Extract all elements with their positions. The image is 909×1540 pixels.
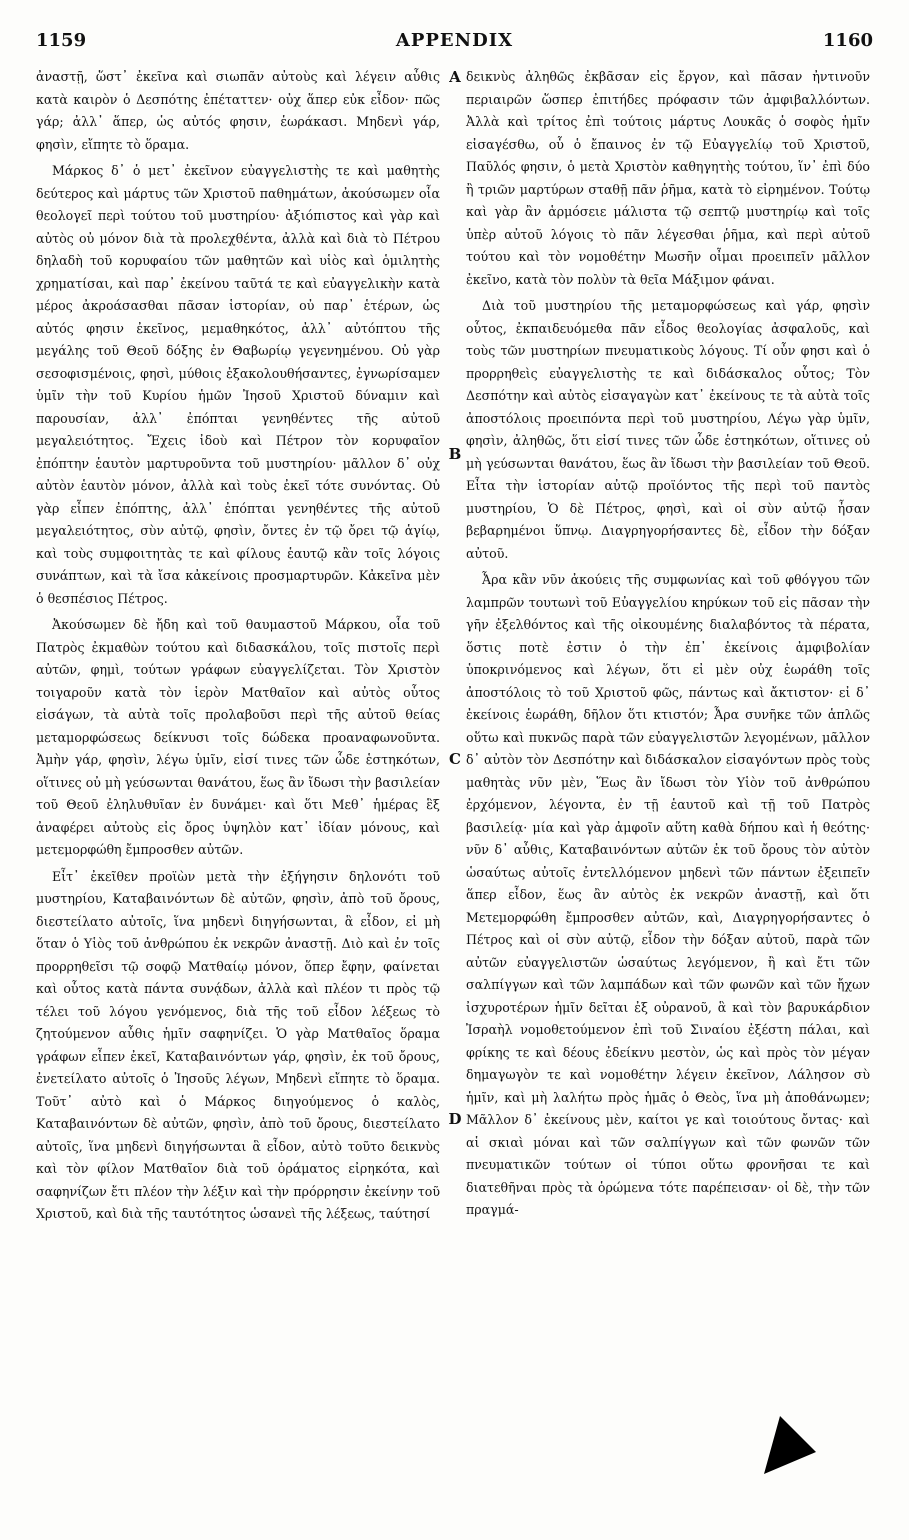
right-column: [466, 66, 870, 1226]
page-number-right: 1160: [822, 30, 873, 51]
left-paragraph-1: ἀναστῇ, ὥστ᾽ ἐκεῖνα καὶ σιωπᾶν αὐτοὺς καὶ λέγειν αὖθις κατὰ καιρὸν ὁ Δεσπότης ἐπέταττεν· οὐχ ἅπερ εὐκ εἶδον· πῶς γάρ; ἀλλ᾽ ἅπερ, ὡς αὐτός φησιν, ἑωράκασι. Μηδενὶ γάρ, φησὶν, εἴπητε τὸ ὅραμα.: [36, 69, 440, 152]
page-header: [36, 30, 873, 60]
page-number-left: 1159: [36, 30, 87, 51]
left-paragraph-2: Μάρκος δ᾽ ὁ μετ᾽ ἐκεῖνον εὐαγγελιστὴς τε καὶ μαθητὴς δεύτερος καὶ μάρτυς τῶν Χριστοῦ παθημάτων, ἀκούσωμεν οἷα θεολογεῖ περὶ τούτου τοῦ μυστηρίου· ἀξιόπιστος καὶ γὰρ καὶ αὐτὸς οὐ μόνον διὰ τὰ προλεχθέντα, ἀλλὰ καὶ διὰ τὸ Πέτρου δηλαδὴ τοῦ κορυφαίου τῶν μαθητῶν καὶ υἱὸς καὶ ὁμιλητὴς χρηματίσαι, καὶ παρ᾽ ἐκείνου ταῦτά τε καὶ εὐαγγελικὴν κατὰ μέρος ἀκροάσασθαι πᾶσαν ἱστορίαν, οὐ παρ᾽ ἑτέρων, ὡς αὐτός φησιν ἐκεῖνος, μεμαθηκότος, ἀλλ᾽ αὐτόπτου τῆς μεγάλης τοῦ Θεοῦ δόξης ἐν Θαβωρίῳ γεγενημένου. Οὐ γὰρ σεσοφισμένοις, φησὶ, μύθοις ἐξακολουθήσαντες, ἐγνωρίσαμεν ὑμῖν τὴν τοῦ Κυρίου ἡμῶν Ἰησοῦ Χριστοῦ δύναμιν καὶ παρουσίαν, ἀλλ᾽ ἐπόπται γενηθέντες τῆς αὐτοῦ μεγαλειότητος. Ἔχεις ἰδοὺ καὶ Πέτρον τὸν κορυφαῖον ἐπόπτην ἑαυτὸν μαρτυροῦντα τοῦ μυστηρίου· μᾶλλον δ᾽ οὐχ αὐτὸν ἑαυτὸν μόνον, ἀλλὰ καὶ τοὺς ἐκεῖ τότε συνόντας. Οὐ γὰρ εἶπεν ἐπόπτης, ἀλλ᾽ ἐπόπται γενηθέντες τῆς αὐτοῦ μεγαλειότητος, σὺν αὐτῷ, φησὶν, ὄντες ἐν τῷ ὄρει τῷ ἁγίῳ, καὶ τοὺς συμφοιτητὰς τε καὶ φίλους ἑαυτῷ κἂν τοῖς λόγοις συνάπτων, καὶ τὰ ἴσα κἀκείνοις προσμαρτυρῶν. Κἀκεῖνα μὲν ὁ θεσπέσιος Πέτρος.: [36, 163, 440, 606]
right-paragraph-1: δεικνὺς ἀληθῶς ἐκβᾶσαν εἰς ἔργον, καὶ πᾶσαν ἠντινοῦν περιαιρῶν ὥσπερ ἐπιτήδες πρόφασιν τῶν ἀμφιβαλλόντων. Ἀλλὰ καὶ τρίτος ἐπὶ τούτοις μάρτυς Λουκᾶς ὁ σοφὸς ἡμῖν εἰσαγέσθω, οὗ ὁ ἔπαινος ἐν τῷ Εὐαγγελίῳ τοῦ Χριστοῦ, Παῦλός φησιν, ὁ μετὰ Χριστὸν καθηγητὴς τούτου, ἵν᾽ ἐπὶ δύο ἢ τριῶν μαρτύρων σταθῇ πᾶν ῥῆμα, κατὰ τὸ εἰρημένον. Τούτῳ καὶ γὰρ ἂν ἁρμόσειε μάλιστα τῷ σεπτῷ μυστηρίῳ καὶ τοῖς ὑπὲρ αὐτοῦ λόγοις τὸ πᾶν λέγεσθαι ῥῆμα, καὶ περὶ αὐτοῦ τούτου καὶ τὸν νομοθέτην Μωσῆν οἶμαι προειπεῖν μᾶλλον ἐκεῖνο, κατὰ τὸν πολὺν τὰ θεῖα Μάξιμον φάναι.: [466, 69, 870, 287]
left-paragraph-3: Ἀκούσωμεν δὲ ἤδη καὶ τοῦ θαυμαστοῦ Μάρκου, οἷα τοῦ Πατρὸς ἐκμαθὼν τούτου καὶ διδασκάλου, τοῖς πιστοῖς περὶ αὐτῶν, φημὶ, τούτων γράφων εὐαγγελίζεται. Τὸν Χριστὸν τοιγαροῦν κατὰ τὸν ἱερὸν Ματθαῖον καὶ αὐτὸς οὗτος εἰσάγων, τὰ αὐτὰ τοῖς προλαβοῦσι περὶ τῆς αὐτοῦ θείας μεταμορφώσεως δείκνυσι τοῖς δώδεκα προαναφωνοῦντα. Ἀμὴν γάρ, φησὶν, λέγω ὑμῖν, εἰσί τινες τῶν ὧδε ἑστηκότων, οἵτινες οὐ μὴ γεύσωνται θανάτου, ἕως ἂν ἴδωσι τὴν βασιλείαν τοῦ Θεοῦ ἐληλυθυῖαν ἐν δυνάμει· καὶ ὅτι Μεθ᾽ ἡμέρας ἓξ ἀναφέρει αὐτοὺς εἰς ὄρος ὑψηλὸν κατ᾽ ἰδίαν μόνους, καὶ μετεμορφώθη ἔμπροσθεν αὐτῶν.: [36, 617, 440, 857]
right-paragraph-3: Ἆρα κἂν νῦν ἀκούεις τῆς συμφωνίας καὶ τοῦ φθόγγου τῶν λαμπρῶν τουτωνὶ τοῦ Εὐαγγελίου κηρύκων τοῦ εἰς πᾶσαν τὴν γῆν ἐξελθόντος καὶ τῆς οἰκουμένης διαλαβόντος τὰ πέρατα, ὅστις ποτὲ ἐστιν ὁ τὴν ἐπ᾽ ἐκείνοις ἀμφιβολίαν ὑποκρινόμενος καὶ λέγων, ὅτι εἰ μὲν οὐχ ἑωράθη τοῖς ἀποστόλοις τὸ τοῦ Χριστοῦ φῶς, πάντως καὶ ἄκτιστον· εἰ δ᾽ ἐκείνοις ἑωράθη, δῆλον ὅτι κτιστόν; Ἆρα συνῆκε τῶν ἁπλῶς οὕτω καὶ πυκνῶς παρὰ τῶν εὐαγγελιστῶν λεγομένων, μᾶλλον δ᾽ αὐτὸν τὸν Δεσπότην καὶ διδάσκαλον εἰσαγόντων πρὸς τοὺς μαθητὰς νῦν μὲν, Ἕως ἂν ἴδωσι τὸν Υἱὸν τοῦ ἀνθρώπου ἐρχόμενον, λέγοντα, ἐν τῇ ἑαυτοῦ καὶ τῇ τοῦ Πατρὸς βασιλείᾳ· μία καὶ γὰρ ἀμφοῖν αὕτη καθὰ δήπου καὶ ἡ θεότης· νῦν δ᾽ αὖθις, Καταβαινόντων αὐτῶν ἐκ τοῦ ὄρους τὸν αὐτὸν ὡσαύτως αὐτοῖς ἐντελλόμενον μηδενὶ τῶν πάντων ἐξειπεῖν ἅπερ εἶδον, ἕως ἂν αὐτὸς ἐκ νεκρῶν ἀναστῇ, καὶ ὅτι Μετεμορφώθη ἔμπροσθεν αὐτῶν, καὶ, Διαγρηγορήσαντες ὁ Πέτρος καὶ οἱ σὺν αὐτῷ, εἶδον τὴν δόξαν αὐτοῦ, παρὰ τῶν αὐτῶν εὐαγγελιστῶν ὡσαύτως λεγόμενον, ἢ καὶ ἔτι τῶν σαλπίγγων καὶ τῶν λαμπάδων καὶ τῶν φωνῶν καὶ τῶν ἤχων ἰσχυροτέρων ἡμῖν δεῖται ἐξ οὐρανοῦ, ἃ καὶ τὸν βαρυκάρδιον Ἰσραὴλ νομοθετούμενον ἐπὶ τοῦ Σιναίου ἐξέστη πάλαι, καὶ φρίκης τε καὶ δέους ἐδείκνυ μεστὸν, ὡς καὶ πρὸς τὸν μέγαν δημαγωγὸν τε καὶ νομοθέτην λέγειν ἐκεῖνον, Λάλησον σὺ ἡμῖν, καὶ μὴ λαλήτω πρὸς ἡμᾶς ὁ Θεὸς, ἵνα μὴ ἀποθάνωμεν; Μᾶλλον δ᾽ ἐκείνους μὲν, καίτοι γε καὶ τοιούτους ὄντας· καὶ αἱ σκιαὶ μόναι καὶ τῶν σαλπίγγων καὶ τῶν φωνῶν τῶν πνευματικῶν τούτων οἱ τύποι οὕτω φρονῆσαι τε καὶ διατεθῆναι πρὸς τὰ ὁρώμενα τότε παρέπεισαν· οἱ δὲ, τὴν τῶν πραγμά-: [466, 572, 870, 1217]
margin-letter-a: A: [449, 68, 461, 86]
margin-letter-c: C: [449, 750, 461, 768]
margin-letter-d: D: [448, 1110, 462, 1128]
margin-letter-b: B: [448, 445, 462, 463]
running-title: APPENDIX: [395, 30, 514, 51]
mouse-cursor-arrow-icon: [758, 1408, 818, 1478]
left-column: [36, 66, 440, 1230]
left-paragraph-4: Εἶτ᾽ ἐκεῖθεν προϊὼν μετὰ τὴν ἐξήγησιν δηλονότι τοῦ μυστηρίου, Καταβαινόντων δὲ αὐτῶν, φησὶν, ἀπὸ τοῦ ὄρους, διεστείλατο αὐτοῖς, ἵνα μηδενὶ διηγήσωνται, ἃ εἶδον, εἰ μὴ ὅταν ὁ Υἱὸς τοῦ ἀνθρώπου ἐκ νεκρῶν ἀναστῇ. Διὸ καὶ ἐν τοῖς προρρηθεῖσι τῷ σοφῷ Ματθαίῳ μόνον, ὅπερ ἔφην, φαίνεται καὶ οὗτος κατὰ πάντα συνᾴδων, ἀλλὰ καὶ πλέον τι πρὸς τῷ τέλει τοῦ λόγου γενόμενος, διὰ τῆς τοῦ εἶδον λέξεως τὸ ζητούμενον αὖθις ἡμῖν σαφηνίζει. Ὁ γὰρ Ματθαῖος ὅραμα γράφων εἶπεν ἐκεῖ, Καταβαινόντων γάρ, φησὶν, ἐκ τοῦ ὄρους, ἐνετείλατο αὐτοῖς ὁ Ἰησοῦς λέγων, Μηδενὶ εἴπητε τὸ ὅραμα. Τοῦτ᾽ αὐτὸ καὶ ὁ Μάρκος διηγούμενος ὁ καλὸς, Καταβαινόντων δὲ αὐτῶν, φησὶν, ἀπὸ τοῦ ὄρους, διεστείλατο αὐτοῖς, ἵνα μηδενὶ διηγήσωνται ἃ εἶδον, αὐτὸ τοῦτο δεικνὺς καὶ τὸν φίλον Ματθαῖον διὰ τοῦ ὁράματος εἰρηκότα, καὶ σαφηνίζων ἔτι πλέον τὴν λέξιν καὶ τὴν πρόρρησιν ἐκείνην τοῦ Χριστοῦ, καὶ διὰ τῆς ταυτότητος ὡσανεὶ τῆς λέξεως, ταύτησί: [36, 868, 440, 1221]
right-paragraph-2: Διὰ τοῦ μυστηρίου τῆς μεταμορφώσεως καὶ γάρ, φησὶν οὗτος, ἐκπαιδευόμεθα πᾶν εἶδος θεολογίας ἀσφαλοῦς, καὶ τοὺς τῶν μυστηρίων πνευματικοὺς λόγους. Τί οὖν φησι καὶ ὁ προρρηθεὶς εὐαγγελιστὴς τε καὶ διδάσκαλος οὗτος; Τὸν Δεσπότην καὶ αὐτὸς εἰσαγαγὼν κατ᾽ ἐκείνους τε τὰ αὐτὰ τοῖς ἀποστόλοις προειπόντα περὶ τοῦ μυστηρίου, Λέγω γὰρ ὑμῖν, φησὶν, ἀληθῶς, ὅτι εἰσί τινες τῶν ὧδε ἑστηκότων, οἵτινες οὐ μὴ γεύσωνται θανάτου, ἕως ἂν ἴδωσι τὴν βασιλείαν τοῦ Θεοῦ. Εἶτα τὴν ἱστορίαν αὐτῷ προϊόντος τῆς περὶ τοῦ παντὸς μυστηρίου, Ὁ δὲ Πέτρος, φησὶ, καὶ οἱ σὺν αὐτῷ ἦσαν βεβαρημένοι ὕπνῳ. Διαγρηγορήσαντες δὲ, εἶδον τὴν δόξαν αὐτοῦ.: [466, 298, 870, 561]
